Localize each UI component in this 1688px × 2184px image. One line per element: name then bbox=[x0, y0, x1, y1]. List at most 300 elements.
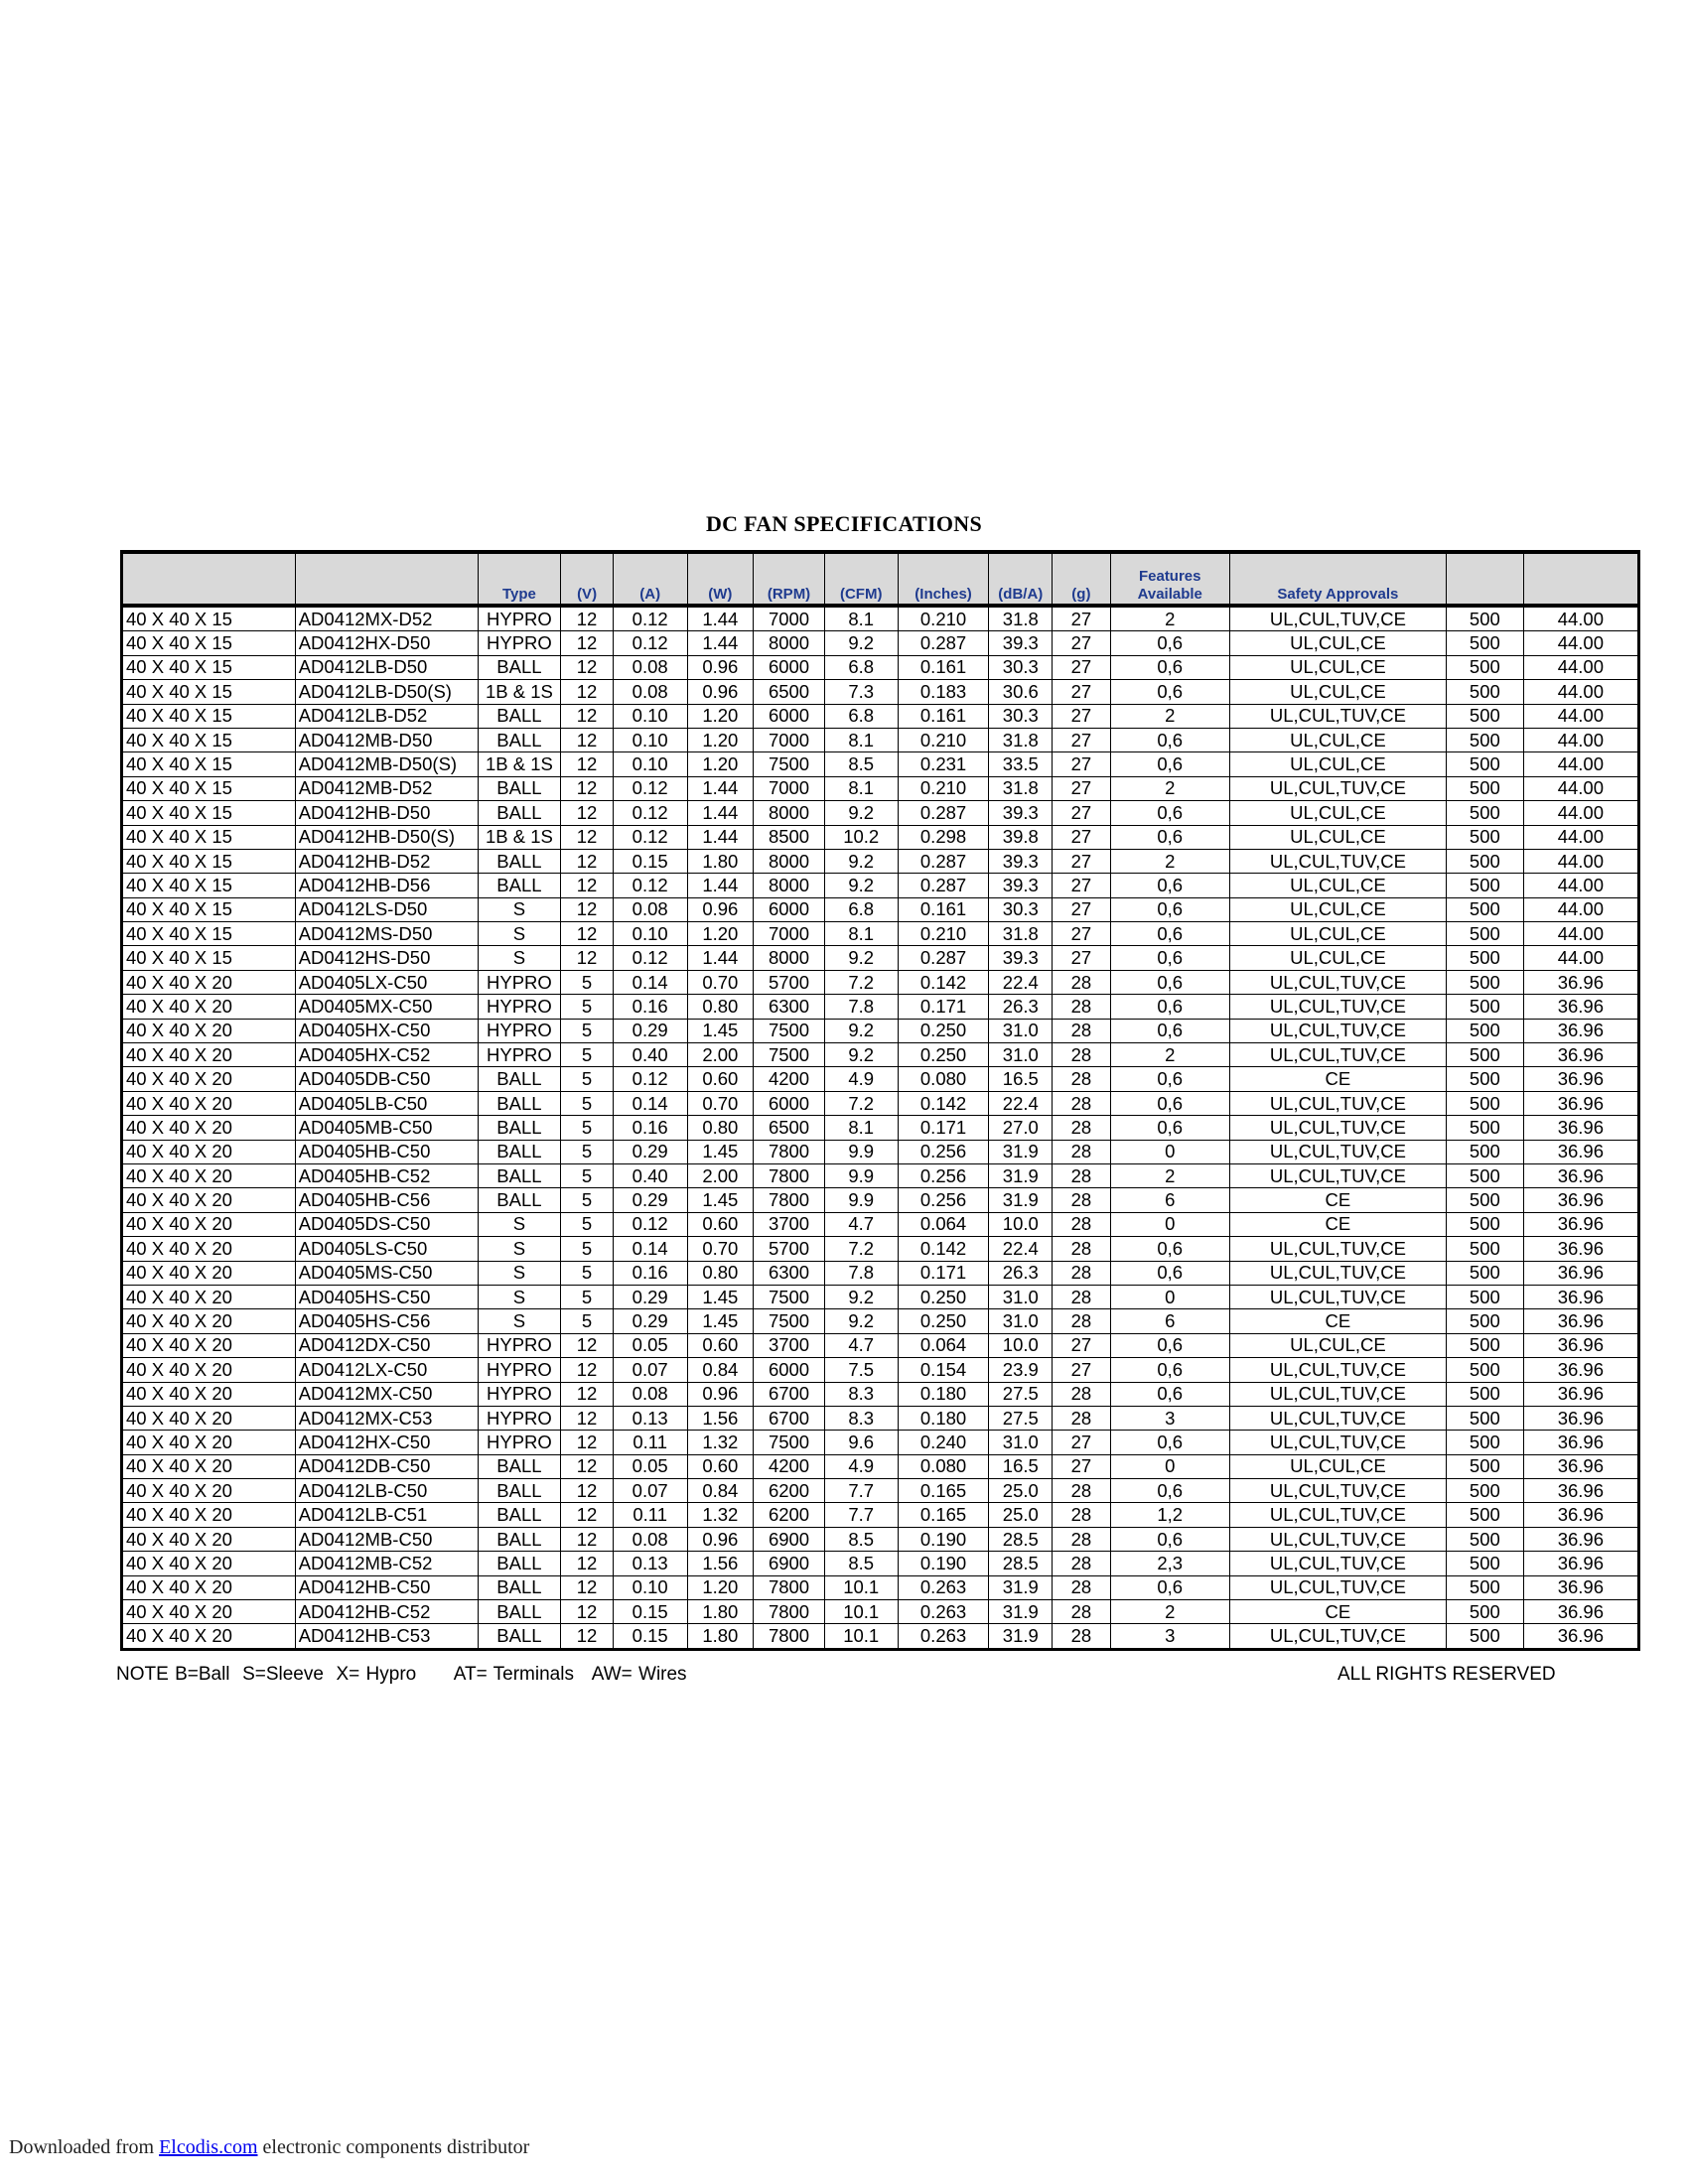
table-cell: BALL bbox=[478, 776, 561, 800]
table-cell: 12 bbox=[561, 655, 614, 679]
table-cell: 5 bbox=[561, 1116, 614, 1140]
table-cell: AD0412HX-C50 bbox=[295, 1431, 478, 1454]
table-row bbox=[122, 1043, 1639, 1067]
column-header-line2: (V) bbox=[577, 586, 598, 603]
table-cell: 500 bbox=[1446, 1067, 1523, 1091]
table-cell: 500 bbox=[1446, 1503, 1523, 1527]
table-cell: 1.32 bbox=[687, 1431, 754, 1454]
table-row bbox=[122, 680, 1639, 704]
table-cell: 500 bbox=[1446, 1454, 1523, 1478]
table-cell: 36.96 bbox=[1523, 970, 1638, 994]
table-cell: 40 X 40 X 15 bbox=[122, 825, 296, 849]
table-cell: AD0405LX-C50 bbox=[295, 970, 478, 994]
column-header-line2: (Inches) bbox=[914, 586, 972, 603]
table-cell: 27 bbox=[1053, 897, 1111, 921]
table-cell: 7500 bbox=[754, 1043, 825, 1067]
column-header-line1 bbox=[1450, 568, 1520, 586]
table-cell: UL,CUL,CE bbox=[1229, 1333, 1446, 1357]
column-header bbox=[1110, 552, 1229, 606]
column-header-line1 bbox=[992, 568, 1049, 586]
table-cell: 0 bbox=[1110, 1285, 1229, 1308]
table-cell: 0,6 bbox=[1110, 1431, 1229, 1454]
table-cell: 0.12 bbox=[613, 874, 687, 897]
table-cell: 12 bbox=[561, 631, 614, 655]
table-cell: 500 bbox=[1446, 606, 1523, 631]
table-cell: UL,CUL,TUV,CE bbox=[1229, 1552, 1446, 1575]
table-cell: AD0412HB-D50 bbox=[295, 801, 478, 825]
table-body bbox=[122, 606, 1639, 1649]
table-cell: 2.00 bbox=[687, 1043, 754, 1067]
table-cell: S bbox=[478, 1261, 561, 1285]
table-cell: 12 bbox=[561, 1358, 614, 1382]
table-cell: 0.250 bbox=[898, 1019, 989, 1042]
table-cell: 28 bbox=[1053, 995, 1111, 1019]
table-cell: 500 bbox=[1446, 704, 1523, 728]
table-cell: 0,6 bbox=[1110, 874, 1229, 897]
table-cell: 40 X 40 X 15 bbox=[122, 752, 296, 776]
table-cell: 0.080 bbox=[898, 1067, 989, 1091]
table-cell: 5 bbox=[561, 1140, 614, 1163]
table-cell: UL,CUL,TUV,CE bbox=[1229, 776, 1446, 800]
table-cell: 5 bbox=[561, 1043, 614, 1067]
table-cell: 31.8 bbox=[989, 606, 1053, 631]
table-cell: 12 bbox=[561, 897, 614, 921]
table-cell: 36.96 bbox=[1523, 1503, 1638, 1527]
table-cell: 0.161 bbox=[898, 897, 989, 921]
table-cell: 7800 bbox=[754, 1624, 825, 1649]
table-cell: 0,6 bbox=[1110, 1116, 1229, 1140]
table-cell: 31.9 bbox=[989, 1575, 1053, 1599]
table-cell: UL,CUL,CE bbox=[1229, 825, 1446, 849]
table-cell: CE bbox=[1229, 1212, 1446, 1236]
table-cell: 0.96 bbox=[687, 1382, 754, 1406]
table-row bbox=[122, 1067, 1639, 1091]
table-cell: 9.2 bbox=[824, 1043, 898, 1067]
table-cell: 0.231 bbox=[898, 752, 989, 776]
table-cell: 0.08 bbox=[613, 1527, 687, 1551]
table-cell: 44.00 bbox=[1523, 897, 1638, 921]
table-cell: 0.165 bbox=[898, 1503, 989, 1527]
table-cell: 40 X 40 X 20 bbox=[122, 1431, 296, 1454]
table-cell: 27 bbox=[1053, 655, 1111, 679]
table-cell: 40 X 40 X 20 bbox=[122, 970, 296, 994]
footer-suffix: electronic components distributor bbox=[262, 2136, 530, 2158]
table-cell: 6.8 bbox=[824, 655, 898, 679]
table-cell: UL,CUL,TUV,CE bbox=[1229, 1091, 1446, 1115]
table-cell: 0,6 bbox=[1110, 1333, 1229, 1357]
table-cell: 40 X 40 X 15 bbox=[122, 606, 296, 631]
table-cell: 6000 bbox=[754, 1358, 825, 1382]
table-cell: 0.171 bbox=[898, 1261, 989, 1285]
table-cell: 12 bbox=[561, 606, 614, 631]
table-cell: 0.05 bbox=[613, 1454, 687, 1478]
table-cell: 0.287 bbox=[898, 631, 989, 655]
table-cell: 28 bbox=[1053, 1406, 1111, 1430]
column-header-line1 bbox=[757, 568, 821, 586]
table-cell: 0.08 bbox=[613, 655, 687, 679]
table-cell: AD0405HB-C56 bbox=[295, 1188, 478, 1212]
table-cell: 27 bbox=[1053, 849, 1111, 873]
table-cell: 28 bbox=[1053, 1237, 1111, 1261]
table-cell: BALL bbox=[478, 1140, 561, 1163]
table-cell: 12 bbox=[561, 1479, 614, 1503]
table-cell: 0.08 bbox=[613, 897, 687, 921]
table-cell: 1,2 bbox=[1110, 1503, 1229, 1527]
table-cell: 6500 bbox=[754, 680, 825, 704]
table-cell: UL,CUL,TUV,CE bbox=[1229, 1479, 1446, 1503]
table-cell: 40 X 40 X 20 bbox=[122, 1261, 296, 1285]
table-cell: 5 bbox=[561, 995, 614, 1019]
table-cell: 28 bbox=[1053, 1552, 1111, 1575]
table-cell: UL,CUL,CE bbox=[1229, 655, 1446, 679]
table-cell: 0.70 bbox=[687, 1091, 754, 1115]
table-cell: 28 bbox=[1053, 1091, 1111, 1115]
table-cell: 12 bbox=[561, 680, 614, 704]
table-cell: 0,6 bbox=[1110, 1527, 1229, 1551]
table-cell: 22.4 bbox=[989, 1237, 1053, 1261]
elcodis-link[interactable]: Elcodis.com bbox=[159, 2136, 258, 2158]
table-cell: 0.40 bbox=[613, 1043, 687, 1067]
table-cell: 7.8 bbox=[824, 995, 898, 1019]
table-cell: 44.00 bbox=[1523, 922, 1638, 946]
table-cell: 500 bbox=[1446, 1431, 1523, 1454]
table-cell: 9.2 bbox=[824, 849, 898, 873]
table-cell: 0 bbox=[1110, 1454, 1229, 1478]
table-row bbox=[122, 849, 1639, 873]
table-cell: 0.256 bbox=[898, 1140, 989, 1163]
column-header bbox=[754, 552, 825, 606]
table-cell: 1.32 bbox=[687, 1503, 754, 1527]
table-cell: CE bbox=[1229, 1067, 1446, 1091]
table-cell: 0.256 bbox=[898, 1163, 989, 1187]
table-row bbox=[122, 897, 1639, 921]
table-cell: 500 bbox=[1446, 1043, 1523, 1067]
table-cell: 0,6 bbox=[1110, 801, 1229, 825]
rights-notice: ALL RIGHTS RESERVED bbox=[1337, 1664, 1556, 1685]
column-header-line1 bbox=[691, 568, 751, 586]
table-cell: 27.0 bbox=[989, 1116, 1053, 1140]
table-cell: 500 bbox=[1446, 1116, 1523, 1140]
table-cell: 500 bbox=[1446, 922, 1523, 946]
table-cell: 40 X 40 X 15 bbox=[122, 849, 296, 873]
table-cell: UL,CUL,TUV,CE bbox=[1229, 1624, 1446, 1649]
table-cell: 0.14 bbox=[613, 970, 687, 994]
table-cell: 500 bbox=[1446, 1285, 1523, 1308]
table-cell: 30.6 bbox=[989, 680, 1053, 704]
table-cell: 0.142 bbox=[898, 970, 989, 994]
table-cell: 5 bbox=[561, 1091, 614, 1115]
table-cell: 40 X 40 X 20 bbox=[122, 1503, 296, 1527]
table-cell: 36.96 bbox=[1523, 1091, 1638, 1115]
table-cell: 36.96 bbox=[1523, 1382, 1638, 1406]
table-cell: CE bbox=[1229, 1600, 1446, 1624]
table-cell: 0.250 bbox=[898, 1043, 989, 1067]
table-cell: UL,CUL,TUV,CE bbox=[1229, 1431, 1446, 1454]
table-cell: 44.00 bbox=[1523, 776, 1638, 800]
table-cell: 40 X 40 X 20 bbox=[122, 995, 296, 1019]
table-cell: 500 bbox=[1446, 1479, 1523, 1503]
table-cell: 0.11 bbox=[613, 1431, 687, 1454]
column-header-line2 bbox=[1527, 586, 1634, 604]
table-cell: AD0412HB-C50 bbox=[295, 1575, 478, 1599]
table-cell: 12 bbox=[561, 1382, 614, 1406]
table-cell: 27 bbox=[1053, 704, 1111, 728]
table-row bbox=[122, 1406, 1639, 1430]
table-cell: 6000 bbox=[754, 897, 825, 921]
table-cell: 1.44 bbox=[687, 946, 754, 970]
table-cell: S bbox=[478, 922, 561, 946]
table-cell: 6000 bbox=[754, 1091, 825, 1115]
table-cell: 0.287 bbox=[898, 946, 989, 970]
table-cell: 1.56 bbox=[687, 1406, 754, 1430]
table-cell: 12 bbox=[561, 1527, 614, 1551]
table-cell: 28 bbox=[1053, 1043, 1111, 1067]
table-cell: 40 X 40 X 20 bbox=[122, 1067, 296, 1091]
table-cell: 31.9 bbox=[989, 1188, 1053, 1212]
table-cell: 0.96 bbox=[687, 655, 754, 679]
table-cell: 28 bbox=[1053, 1261, 1111, 1285]
table-cell: 0,6 bbox=[1110, 1091, 1229, 1115]
table-row bbox=[122, 1479, 1639, 1503]
table-cell: HYPRO bbox=[478, 1406, 561, 1430]
table-cell: HYPRO bbox=[478, 631, 561, 655]
table-cell: 0.064 bbox=[898, 1212, 989, 1236]
table-cell: 2.00 bbox=[687, 1163, 754, 1187]
table-cell: 9.2 bbox=[824, 874, 898, 897]
table-cell: 0.05 bbox=[613, 1333, 687, 1357]
table-cell: 1.44 bbox=[687, 801, 754, 825]
table-cell: 36.96 bbox=[1523, 1431, 1638, 1454]
column-header bbox=[1053, 552, 1111, 606]
table-cell: 500 bbox=[1446, 970, 1523, 994]
table-cell: 36.96 bbox=[1523, 995, 1638, 1019]
table-cell: 0,6 bbox=[1110, 1237, 1229, 1261]
table-cell: 500 bbox=[1446, 776, 1523, 800]
table-cell: AD0405MS-C50 bbox=[295, 1261, 478, 1285]
table-cell: 33.5 bbox=[989, 752, 1053, 776]
table-cell: 5700 bbox=[754, 1237, 825, 1261]
note-terminals: AT= Terminals AW= Wires bbox=[453, 1664, 687, 1685]
table-cell: 27 bbox=[1053, 631, 1111, 655]
table-cell: HYPRO bbox=[478, 1333, 561, 1357]
table-cell: 30.3 bbox=[989, 897, 1053, 921]
table-cell: 12 bbox=[561, 752, 614, 776]
table-cell: 36.96 bbox=[1523, 1600, 1638, 1624]
column-header-line2 bbox=[126, 586, 292, 604]
table-cell: 36.96 bbox=[1523, 1212, 1638, 1236]
table-row bbox=[122, 1116, 1639, 1140]
column-header bbox=[561, 552, 614, 606]
table-cell: 0,6 bbox=[1110, 922, 1229, 946]
table-cell: 0,6 bbox=[1110, 995, 1229, 1019]
table-cell: 10.1 bbox=[824, 1624, 898, 1649]
table-cell: 8.1 bbox=[824, 1116, 898, 1140]
table-cell: 40 X 40 X 20 bbox=[122, 1163, 296, 1187]
table-cell: AD0405LS-C50 bbox=[295, 1237, 478, 1261]
table-cell: BALL bbox=[478, 1600, 561, 1624]
table-cell: 0.142 bbox=[898, 1091, 989, 1115]
table-cell: 28.5 bbox=[989, 1527, 1053, 1551]
table-cell: 5 bbox=[561, 1237, 614, 1261]
column-header-line1 bbox=[902, 568, 986, 586]
table-cell: 36.96 bbox=[1523, 1043, 1638, 1067]
table-cell: 40 X 40 X 20 bbox=[122, 1116, 296, 1140]
table-cell: 0.07 bbox=[613, 1479, 687, 1503]
table-cell: AD0412LB-D50(S) bbox=[295, 680, 478, 704]
table-cell: 28 bbox=[1053, 970, 1111, 994]
table-cell: 0.12 bbox=[613, 1067, 687, 1091]
table-cell: 0.12 bbox=[613, 801, 687, 825]
table-cell: 3 bbox=[1110, 1624, 1229, 1649]
table-cell: 1.44 bbox=[687, 631, 754, 655]
table-cell: 500 bbox=[1446, 1237, 1523, 1261]
column-header-line2: (RPM) bbox=[767, 586, 811, 603]
table-cell: 30.3 bbox=[989, 704, 1053, 728]
column-header bbox=[295, 552, 478, 606]
table-cell: 0,6 bbox=[1110, 970, 1229, 994]
table-cell: UL,CUL,TUV,CE bbox=[1229, 1163, 1446, 1187]
table-cell: 39.8 bbox=[989, 825, 1053, 849]
table-cell: 36.96 bbox=[1523, 1285, 1638, 1308]
table-cell: 0.13 bbox=[613, 1552, 687, 1575]
table-cell: 0,6 bbox=[1110, 1479, 1229, 1503]
table-cell: 36.96 bbox=[1523, 1479, 1638, 1503]
table-cell: UL,CUL,CE bbox=[1229, 752, 1446, 776]
table-cell: 1.45 bbox=[687, 1019, 754, 1042]
table-cell: 36.96 bbox=[1523, 1140, 1638, 1163]
table-cell: 7000 bbox=[754, 728, 825, 751]
table-cell: UL,CUL,CE bbox=[1229, 922, 1446, 946]
table-cell: 0.161 bbox=[898, 704, 989, 728]
table-cell: 5 bbox=[561, 1261, 614, 1285]
table-cell: 4.7 bbox=[824, 1212, 898, 1236]
table-cell: 1.44 bbox=[687, 874, 754, 897]
table-cell: 12 bbox=[561, 922, 614, 946]
table-cell: AD0405HX-C50 bbox=[295, 1019, 478, 1042]
table-cell: S bbox=[478, 1285, 561, 1308]
table-row bbox=[122, 1503, 1639, 1527]
table-cell: 0.10 bbox=[613, 704, 687, 728]
table-cell: 44.00 bbox=[1523, 946, 1638, 970]
table-cell: 36.96 bbox=[1523, 1454, 1638, 1478]
table-cell: 500 bbox=[1446, 1624, 1523, 1649]
table-cell: 5 bbox=[561, 1309, 614, 1333]
table-cell: 40 X 40 X 20 bbox=[122, 1140, 296, 1163]
table-cell: 44.00 bbox=[1523, 752, 1638, 776]
table-cell: AD0412MB-C52 bbox=[295, 1552, 478, 1575]
table-cell: 40 X 40 X 20 bbox=[122, 1600, 296, 1624]
table-cell: 7.7 bbox=[824, 1479, 898, 1503]
table-cell: BALL bbox=[478, 704, 561, 728]
table-cell: 27 bbox=[1053, 776, 1111, 800]
table-cell: UL,CUL,TUV,CE bbox=[1229, 1261, 1446, 1285]
table-cell: 9.9 bbox=[824, 1140, 898, 1163]
table-cell: 0,6 bbox=[1110, 897, 1229, 921]
table-cell: CE bbox=[1229, 1188, 1446, 1212]
table-cell: 1.45 bbox=[687, 1188, 754, 1212]
table-cell: 0.183 bbox=[898, 680, 989, 704]
table-cell: 7.2 bbox=[824, 970, 898, 994]
table-cell: 28 bbox=[1053, 1309, 1111, 1333]
table-cell: 36.96 bbox=[1523, 1406, 1638, 1430]
table-cell: 27 bbox=[1053, 874, 1111, 897]
table-cell: 500 bbox=[1446, 1552, 1523, 1575]
table-row bbox=[122, 1237, 1639, 1261]
table-row bbox=[122, 1163, 1639, 1187]
table-cell: 7000 bbox=[754, 922, 825, 946]
table-cell: 31.9 bbox=[989, 1624, 1053, 1649]
table-cell: 8000 bbox=[754, 946, 825, 970]
table-cell: 1.80 bbox=[687, 849, 754, 873]
column-header-line1 bbox=[1055, 568, 1107, 586]
table-cell: 44.00 bbox=[1523, 704, 1638, 728]
table-cell: 0.84 bbox=[687, 1358, 754, 1382]
table-cell: 9.2 bbox=[824, 631, 898, 655]
column-header bbox=[1229, 552, 1446, 606]
table-cell: 12 bbox=[561, 801, 614, 825]
table-cell: 44.00 bbox=[1523, 655, 1638, 679]
table-cell: BALL bbox=[478, 1188, 561, 1212]
table-cell: 27 bbox=[1053, 922, 1111, 946]
column-header-line1 bbox=[1527, 568, 1634, 586]
table-cell: AD0405MX-C50 bbox=[295, 995, 478, 1019]
table-cell: BALL bbox=[478, 849, 561, 873]
table-cell: 28 bbox=[1053, 1116, 1111, 1140]
table-cell: 9.2 bbox=[824, 1285, 898, 1308]
table-cell: 9.2 bbox=[824, 1019, 898, 1042]
table-cell: BALL bbox=[478, 801, 561, 825]
table-cell: 0.064 bbox=[898, 1333, 989, 1357]
table-cell: 40 X 40 X 20 bbox=[122, 1019, 296, 1042]
table-cell: 40 X 40 X 15 bbox=[122, 631, 296, 655]
table-cell: UL,CUL,CE bbox=[1229, 801, 1446, 825]
table-cell: 36.96 bbox=[1523, 1237, 1638, 1261]
table-cell: 0.142 bbox=[898, 1237, 989, 1261]
table-cell: 26.3 bbox=[989, 995, 1053, 1019]
table-cell: 36.96 bbox=[1523, 1527, 1638, 1551]
table-cell: 0.70 bbox=[687, 970, 754, 994]
table-cell: 0.250 bbox=[898, 1285, 989, 1308]
table-row bbox=[122, 1019, 1639, 1042]
table-cell: 9.9 bbox=[824, 1163, 898, 1187]
table-cell: UL,CUL,CE bbox=[1229, 874, 1446, 897]
table-cell: 12 bbox=[561, 825, 614, 849]
table-cell: 40 X 40 X 20 bbox=[122, 1527, 296, 1551]
table-cell: 31.9 bbox=[989, 1600, 1053, 1624]
table-cell: 0,6 bbox=[1110, 946, 1229, 970]
table-row bbox=[122, 801, 1639, 825]
table-cell: HYPRO bbox=[478, 1043, 561, 1067]
table-cell: 500 bbox=[1446, 1019, 1523, 1042]
table-cell: 28 bbox=[1053, 1188, 1111, 1212]
table-cell: 0.29 bbox=[613, 1285, 687, 1308]
table-cell: 0.14 bbox=[613, 1091, 687, 1115]
table-cell: 5 bbox=[561, 1285, 614, 1308]
table-cell: 500 bbox=[1446, 897, 1523, 921]
column-header bbox=[1446, 552, 1523, 606]
table-cell: 0.287 bbox=[898, 801, 989, 825]
table-cell: 8.1 bbox=[824, 922, 898, 946]
table-cell: 31.8 bbox=[989, 776, 1053, 800]
table-cell: UL,CUL,TUV,CE bbox=[1229, 704, 1446, 728]
table-cell: 36.96 bbox=[1523, 1358, 1638, 1382]
table-cell: 12 bbox=[561, 1431, 614, 1454]
table-cell: 27.5 bbox=[989, 1406, 1053, 1430]
table-cell: UL,CUL,TUV,CE bbox=[1229, 1116, 1446, 1140]
table-cell: AD0412LB-C50 bbox=[295, 1479, 478, 1503]
table-cell: AD0412LB-D52 bbox=[295, 704, 478, 728]
table-row bbox=[122, 776, 1639, 800]
